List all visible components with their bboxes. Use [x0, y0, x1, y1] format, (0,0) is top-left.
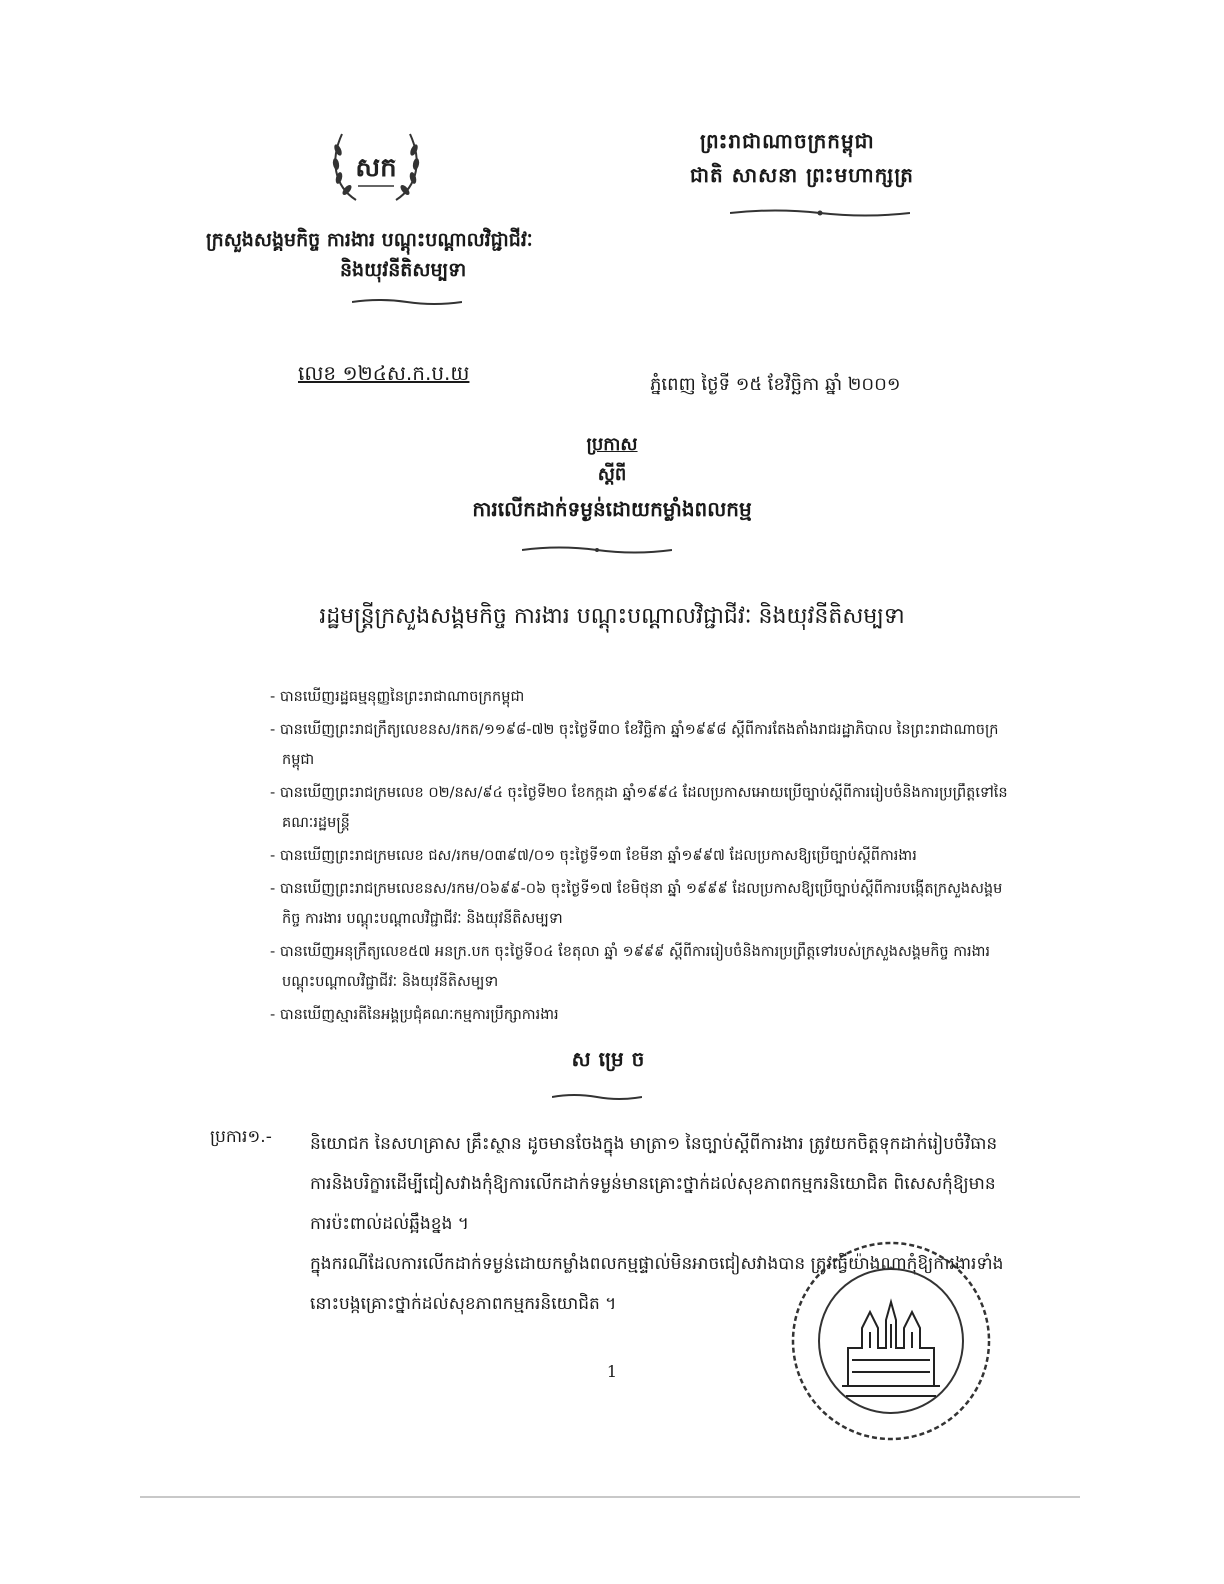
- article-paragraph: ក្នុងករណីដែលការលើកដាក់ទម្ងន់ដោយកម្លាំងពលកម្មផ្ទាល់មិនអាចជៀសវាងបាន ត្រូវធ្វើយ៉ាងណាកុំឱ្យការងារទាំងនោះបង្កគ្រោះថ្នាក់ដល់សុខភាពកម្មករនិយោជិត ។: [310, 1254, 1004, 1314]
- document-type: ប្រកាស: [586, 434, 638, 455]
- list-item: - បានឃើញរដ្ឋធម្មនុញ្ញនៃព្រះរាជាណាចក្រកម្ពុជា: [270, 689, 525, 705]
- divider-ornament-icon: [352, 296, 462, 308]
- scan-edge-line: [140, 1496, 1080, 1498]
- ministry-seal-icon: [786, 1236, 996, 1446]
- list-item: - បានឃើញព្រះរាជក្រឹត្យលេខនស/រកត/១១៩៨-៧២ ចុះថ្ងៃទី៣០ ខែវិច្ឆិកា ឆ្នាំ១៩៩៨ ស្តីពីការតែងតាំងរាជរដ្ឋាភិបាល នៃព្រះរាជាណាចក្រកម្ពុជា: [270, 722, 999, 768]
- national-motto: ជាតិ សាសនា ព្រះមហាក្សត្រ: [690, 163, 914, 187]
- laurel-emblem-icon: [326, 120, 426, 212]
- list-item: - បានឃើញព្រះរាជក្រមលេខនស/រកម/០៦៩៩-០៦ ចុះថ្ងៃទី១៧ ខែមិថុនា ឆ្នាំ ១៩៩៩ ដែលប្រកាសឱ្យប្រើច្បាប់ស្តីពីការបង្កើតក្រសួងសង្គមកិច្ច ការងារ បណ្តុះបណ្តាលវិជ្ជាជីវៈ និងយុវនីតិសម្បទា: [270, 881, 1003, 927]
- divider-ornament-icon: [522, 544, 672, 556]
- list-item: - បានឃើញព្រះរាជក្រមលេខ ០២/នស/៩៤ ចុះថ្ងៃទី២០ ខែកក្កដា ឆ្នាំ១៩៩៤ ដែលប្រកាសអោយប្រើច្បាប់ស្តីពីការរៀបចំនិងការប្រព្រឹត្តទៅនៃគណៈរដ្ឋមន្ត្រី: [270, 785, 1008, 831]
- reference-number: លេខ ១២៤ស.ក.ប.យ: [298, 361, 470, 385]
- list-item: - បានឃើញអនុក្រឹត្យលេខ៥៧ អនក្រ.បក ចុះថ្ងៃទី០៤ ខែតុលា ឆ្នាំ ១៩៩៩ ស្តីពីការរៀបចំនិងការប្រព្រឹត្តទៅរបស់ក្រសួងសង្គមកិច្ច ការងារ បណ្តុះបណ្តាលវិជ្ជាជីវៈ និងយុវនីតិសម្បទា: [270, 944, 991, 990]
- list-item: - បានឃើញព្រះរាជក្រមលេខ ជស/រកម/០៣៩៧/០១ ចុះថ្ងៃទី១៣ ខែមីនា ឆ្នាំ១៩៩៧ ដែលប្រកាសឱ្យប្រើច្បាប់ស្តីពីការងារ: [270, 848, 917, 864]
- issuing-authority: រដ្ឋមន្ត្រីក្រសួងសង្គមកិច្ច ការងារ បណ្តុះបណ្តាលវិជ្ជាជីវៈ និងយុវនីតិសម្បទា: [319, 604, 905, 629]
- logo-text: សក: [355, 153, 397, 183]
- decision-heading: សម្រេច: [571, 1047, 653, 1071]
- ministry-logo: [326, 120, 426, 212]
- date-line: ភ្នំពេញ ថ្ងៃទី ១៥ ខែវិច្ឆិកា ឆ្នាំ ២០០១: [650, 374, 901, 395]
- ministry-name-line2: និងយុវនីតិសម្បទា: [340, 259, 467, 281]
- official-seal: [786, 1236, 996, 1446]
- divider-ornament-icon: [552, 1092, 642, 1102]
- ministry-name-line1: ក្រសួងសង្គមកិច្ច ការងារ បណ្តុះបណ្តាលវិជ្ជាជីវៈ: [206, 229, 533, 251]
- list-item: - បានឃើញស្មារតីនៃអង្គប្រជុំគណៈកម្មការប្រឹក្សាការងារ: [270, 1007, 559, 1023]
- page-number: 1: [606, 1362, 618, 1381]
- article-paragraph: និយោជក នៃសហគ្រាស គ្រឹះស្ថាន ដូចមានចែងក្នុង មាត្រា១ នៃច្បាប់ស្តីពីការងារ ត្រូវយកចិត្តទុកដាក់រៀបចំវិធានការនិងបរិក្ខារដើម្បីជៀសវាងកុំឱ្យការលើកដាក់ទម្ងន់មានគ្រោះថ្នាក់ដល់សុខភាពកម្មករនិយោជិត ពិសេសកុំឱ្យមានការប៉ះពាល់ដល់ឆ្អឹងខ្នង ។: [310, 1134, 998, 1234]
- divider-ornament-icon: [730, 206, 910, 220]
- article-label: ប្រការ១.-: [210, 1127, 272, 1147]
- kingdom-title: ព្រះរាជាណាចក្រកម្ពុជា: [700, 129, 875, 153]
- legal-basis-list: [270, 682, 1010, 1033]
- subject-prefix: ស្តីពី: [597, 464, 627, 485]
- document-title: ការលើកដាក់ទម្ងន់ដោយកម្លាំងពលកម្ម: [472, 497, 752, 521]
